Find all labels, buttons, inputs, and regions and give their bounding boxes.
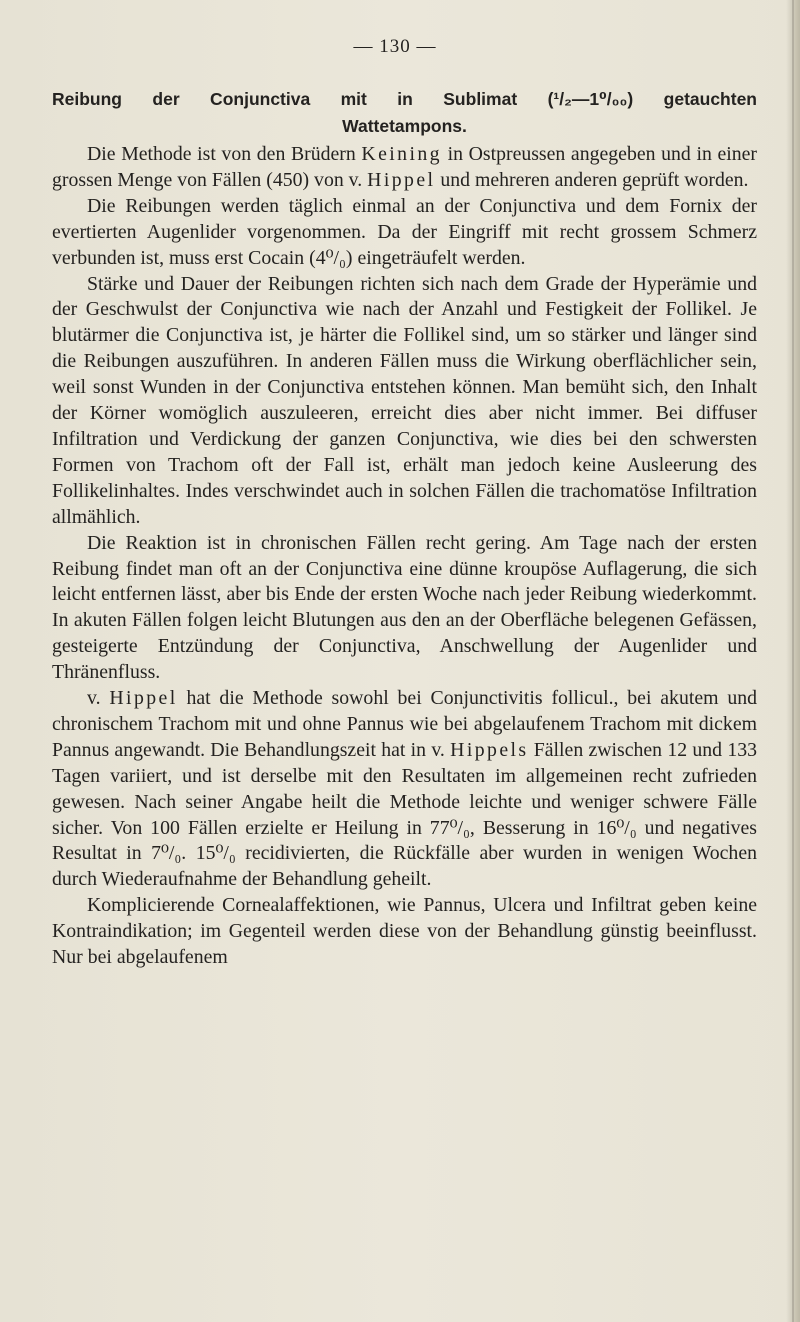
paragraph-4 (52, 531, 757, 686)
text-segment: v. (87, 687, 110, 710)
text-segment: Fällen zwischen 12 und 133 Tagen variiert, und ist derselbe mit den Resultaten im allgemeinen recht zufrieden gewesen. Nach seiner Angabe heilt die Methode leichte und weniger schwere Fälle sicher. Von 100 Fällen erzielte er Heilung in 77⁰/₀, Besserung in 16⁰/₀ und negatives Resultat in 7⁰/₀. 15⁰/₀ recidivierten, die Rückfälle aber wurden in wenigen Wochen durch Wiederaufnahme der Behandlung geheilt. (52, 738, 757, 891)
author-name: Hippel (109, 687, 178, 710)
text-segment: in Ostpreussen angegeben und in einer grossen Menge von Fällen (450) von v. (52, 143, 757, 191)
paragraph-3 (52, 272, 757, 531)
author-name: Keining (361, 143, 442, 165)
section-heading (52, 86, 757, 140)
author-name: Hippels (450, 738, 529, 761)
text-segment: Stärke und Dauer der Reibungen richten sich nach dem Grade der Hyperämie und der Geschwulst der Conjunctiva wie nach der Anzahl und Festigkeit der Follikel. Je blutärmer die Conjunctiva ist, je härter die Follikel sind, um so stärker und länger sind die Reibungen auszuführen. In anderen Fällen muss die Wirkung oberflächlicher sein, weil sonst Wunden in der Conjunctiva entstehen können. Man bemüht sich, den Inhalt der Körner womöglich auszuleeren, erreicht dies aber nicht immer. Bei diffuser Infiltration und Verdickung der ganzen Conjunctiva, wie dies bei den schwersten Formen von Trachom oft der Fall ist, erhält man jedoch keine Ausleerung des Follikelinhaltes. Indes verschwindet auch in solchen Fällen die trachomatöse Infiltration allmählich. (52, 272, 757, 528)
paragraph-5 (52, 686, 757, 893)
text-segment: Komplicierende Cornealaffektionen, wie Pannus, Ulcera und Infiltrat geben keine Kontraindikation; im Gegenteil werden diese von der Behandlung günstig beeinflusst. Nur bei abgelaufenem (52, 894, 757, 969)
paragraph-6 (52, 893, 757, 971)
paragraph-1 (52, 142, 757, 194)
text-segment: Die Reibungen werden täglich einmal an der Conjunctiva und dem Fornix der evertierten Augenlider vorgenommen. Da der Eingriff mit recht grossem Schmerz verbunden ist, muss erst Cocain (4⁰/₀) eingeträufelt werden. (52, 194, 757, 269)
text-segment: Die Reaktion ist in chronischen Fällen recht gering. Am Tage nach der ersten Reibung findet man oft an der Conjunctiva eine dünne kroupöse Auflagerung, die sich leicht entfernen lässt, aber bis Ende der ersten Woche nach jeder Reibung wiederkommt. In akuten Fällen folgen leicht Blutungen aus den an der Oberfläche belegenen Gefässen, gesteigerte Entzündung der Conjunctiva, Anschwellung der Augenlider und Thränenfluss. (52, 531, 757, 684)
body-text (52, 142, 757, 971)
heading-line-2: Wattetampons. (342, 116, 467, 136)
text-segment: und mehreren anderen geprüft worden. (435, 168, 749, 191)
author-name: Hippel (367, 168, 436, 191)
text-segment: hat die Methode sowohl bei Conjunctivitis follicul., bei akutem und chronischem Trachom mit und ohne Pannus wie bei abgelaufenem Trachom mit dickem Pannus angewandt. Die Behandlungszeit hat in v. (52, 687, 757, 761)
page-number: — 130 — (353, 36, 437, 57)
heading-line-1: Reibung der Conjunctiva mit in Sublimat (¹/₂—1⁰/₀₀) getauchten (52, 89, 757, 109)
page-fold-shadow (792, 0, 794, 1322)
text-segment: Die Methode ist von den Brüdern (87, 143, 362, 165)
paragraph-2 (52, 194, 757, 272)
